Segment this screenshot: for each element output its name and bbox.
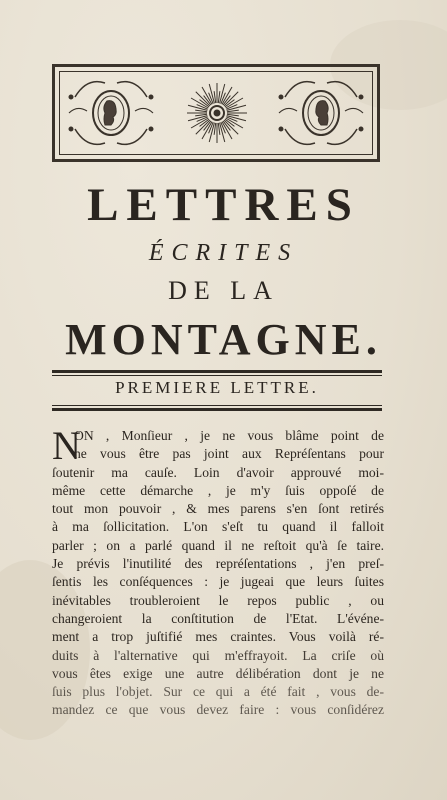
rule-bottom-thick <box>52 408 382 411</box>
rule-bottom-thin <box>52 405 382 406</box>
text-line: tout mon pouvoir , & mes parens s'en ſont retirés <box>52 501 384 517</box>
text-line: ſentis les conſéquences : je jugeai que leurs ſuites <box>52 574 384 590</box>
text-line: même cette démarche , je m'y ſuis oppoſé de <box>52 482 384 498</box>
text-line: ne vous être pas joint aux Repréſentans pour <box>74 446 384 462</box>
text-line: Je prévis l'inutilité des repréſentations , j'en preſ- <box>52 556 384 572</box>
rule-top-thick <box>52 370 382 373</box>
text-line: parler ; on a parlé quand il ne reſtoit qu'à ſe taire. <box>52 537 384 553</box>
right-medallion-icon <box>279 82 363 145</box>
text-line: vous êtes exige une autre délibération dont je ne <box>52 665 384 681</box>
text-line: inévitables troubleroient le repos public , ou <box>52 592 384 608</box>
text-line: ſuis plus l'objet. Sur ce qui a été fait , vous de- <box>52 684 384 700</box>
body-text <box>52 423 384 720</box>
left-medallion-icon <box>69 82 153 145</box>
drop-cap: N <box>52 423 81 468</box>
letter-heading: PREMIERE LETTRE. <box>115 378 319 397</box>
rule-top-thin <box>52 375 382 376</box>
sun-icon <box>210 106 224 120</box>
ornament-frame <box>52 64 380 162</box>
text-line: à ma ſollicitation. L'on s'eſt tu quand il falloit <box>52 519 384 535</box>
text-line: ment a trop juſtifié mes craintes. Vous voilà ré- <box>52 629 384 645</box>
ornament-graphic <box>55 67 377 159</box>
title-de-la: DE LA <box>168 276 279 305</box>
text-line: mandez ce que vous devez faire : vous conſidérez <box>52 702 384 718</box>
text-line: changeroient la conſtitution de l'Etat. L'événe- <box>52 610 384 626</box>
text-line: duits à l'alternative qui m'effrayoit. La criſe où <box>52 647 384 663</box>
text-line: ſoutenir ma cauſe. Loin d'avoir approuvé moi- <box>52 464 384 480</box>
title-lettres: LETTRES <box>87 179 360 231</box>
title-ecrites: ÉCRITES <box>148 240 299 266</box>
title-montagne: MONTAGNE. <box>65 315 382 364</box>
text-line: ON , Monſieur , je ne vous blâme point de <box>74 428 384 443</box>
